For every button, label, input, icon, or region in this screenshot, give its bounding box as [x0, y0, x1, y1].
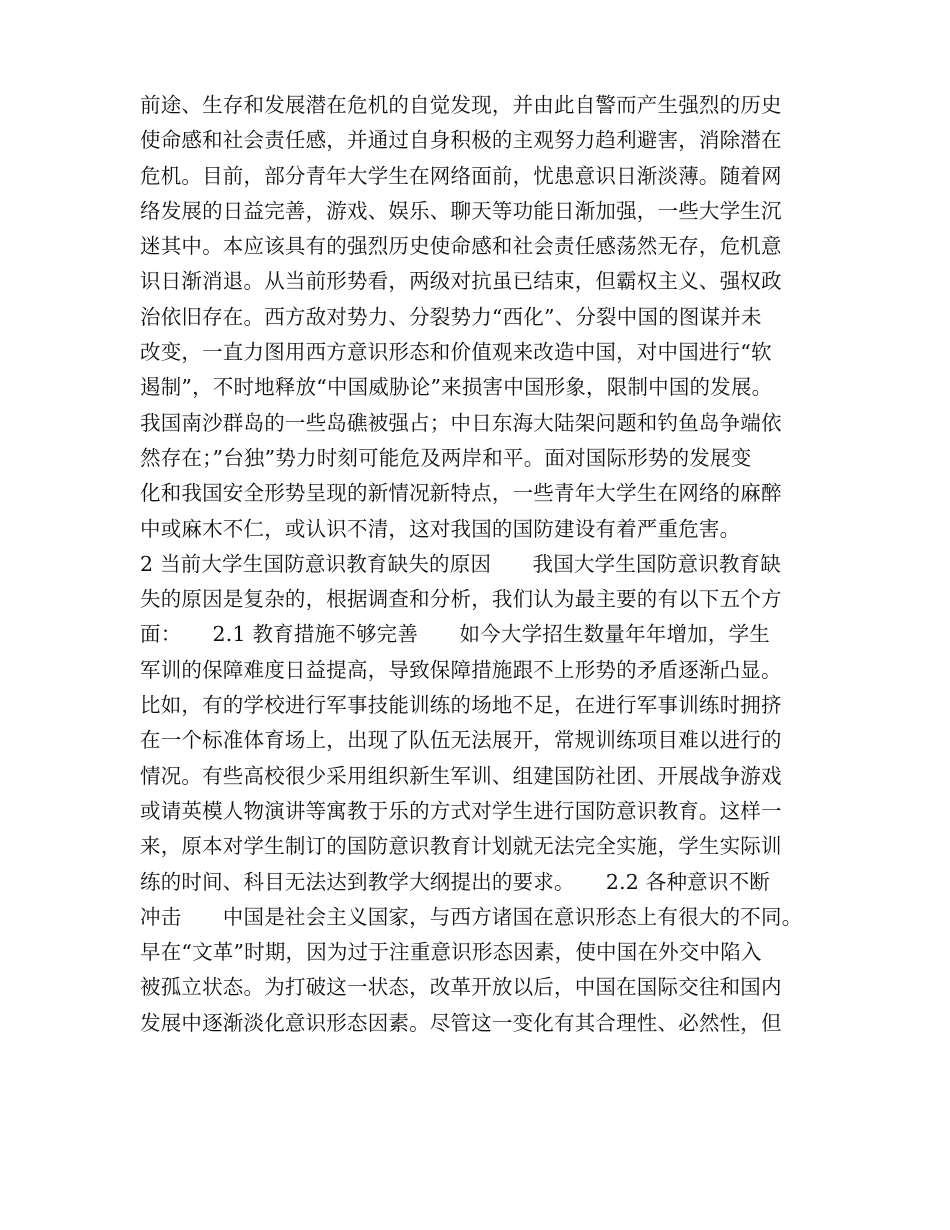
text-line: 改变，一直力图用西方意识形态和价值观来改造中国，对中国进行“软 [140, 340, 772, 365]
text-line: 迷其中。本应该具有的强烈历史使命感和社会责任感荡然无存，危机意 [140, 234, 782, 259]
text-line: 来，原本对学生制订的国防意识教育计划就无法完全实施，学生实际训 [140, 834, 782, 859]
text-line: 发展中逐渐淡化意识形态因素。尽管这一变化有其合理性、必然性，但 [140, 1010, 782, 1035]
text-line: 前途、生存和发展潜在危机的自觉发现，并由此自警而产生强烈的历史 [140, 93, 782, 117]
text-line: 使命感和社会责任感，并通过自身积极的主观努力趋利避害，消除潜在 [140, 128, 782, 153]
text-line: 然存在；”台独”势力时刻可能危及两岸和平。面对国际形势的发展变 [140, 445, 752, 470]
text-line: 化和我国安全形势呈现的新情况新特点，一些青年大学生在网络的麻醉 [140, 481, 782, 506]
text-line: 比如，有的学校进行军事技能训练的场地不足，在进行军事训练时拥挤 [140, 693, 782, 718]
text-line: 情况。有些高校很少采用组织新生军训、组建国防社团、开展战争游戏 [140, 763, 782, 788]
text-line: 中或麻木不仁，或认识不清，这对我国的国防建设有着严重危害。 [140, 516, 741, 541]
text-line: 被孤立状态。为打破这一状态，改革开放以后，中国在国际交往和国内 [140, 975, 782, 1000]
text-line: 或请英模人物演讲等寓教于乐的方式对学生进行国防意识教育。这样一 [140, 798, 782, 823]
text-line: 失的原因是复杂的，根据调查和分析，我们认为最主要的有以下五个方 [140, 587, 782, 612]
text-line: 我国南沙群岛的一些岛礁被强占；中日东海大陆架问题和钓鱼岛争端依 [140, 410, 782, 435]
text-line: 在一个标准体育场上，出现了队伍无法展开，常规训练项目难以进行的 [140, 728, 782, 753]
text-line: 早在“文革”时期，因为过于注重意识形态因素，使中国在外交中陷入 [140, 940, 762, 965]
section-heading-line: 2 当前大学生国防意识教育缺失的原因 我国大学生国防意识教育缺 [140, 551, 781, 576]
subsection-heading-line: 练的时间、科目无法达到教学大纲提出的要求。 2.2 各种意识不断 [140, 869, 770, 894]
text-line: 危机。目前，部分青年大学生在网络面前，忧患意识日渐淡薄。随着网 [140, 163, 782, 188]
text-line: 络发展的日益完善，游戏、娱乐、聊天等功能日渐加强，一些大学生沉 [140, 198, 782, 223]
text-line: 军训的保障难度日益提高，导致保障措施跟不上形势的矛盾逐渐凸显。 [140, 657, 782, 682]
subsection-heading-line: 面： 2.1 教育措施不够完善 如今大学招生数量年年增加，学生 [140, 622, 770, 647]
body-text [140, 88, 860, 1041]
text-line: 治依旧存在。西方敌对势力、分裂势力“西化”、分裂中国的图谋并未 [140, 304, 762, 329]
text-line: 识日渐消退。从当前形势看，两级对抗虽已结束，但霸权主义、强权政 [140, 269, 782, 294]
text-line: 冲击 中国是社会主义国家，与西方诸国在意识形态上有很大的不同。 [140, 904, 803, 929]
text-line: 遏制”，不时地释放“中国威胁论”来损害中国形象，限制中国的发展。 [140, 375, 773, 400]
